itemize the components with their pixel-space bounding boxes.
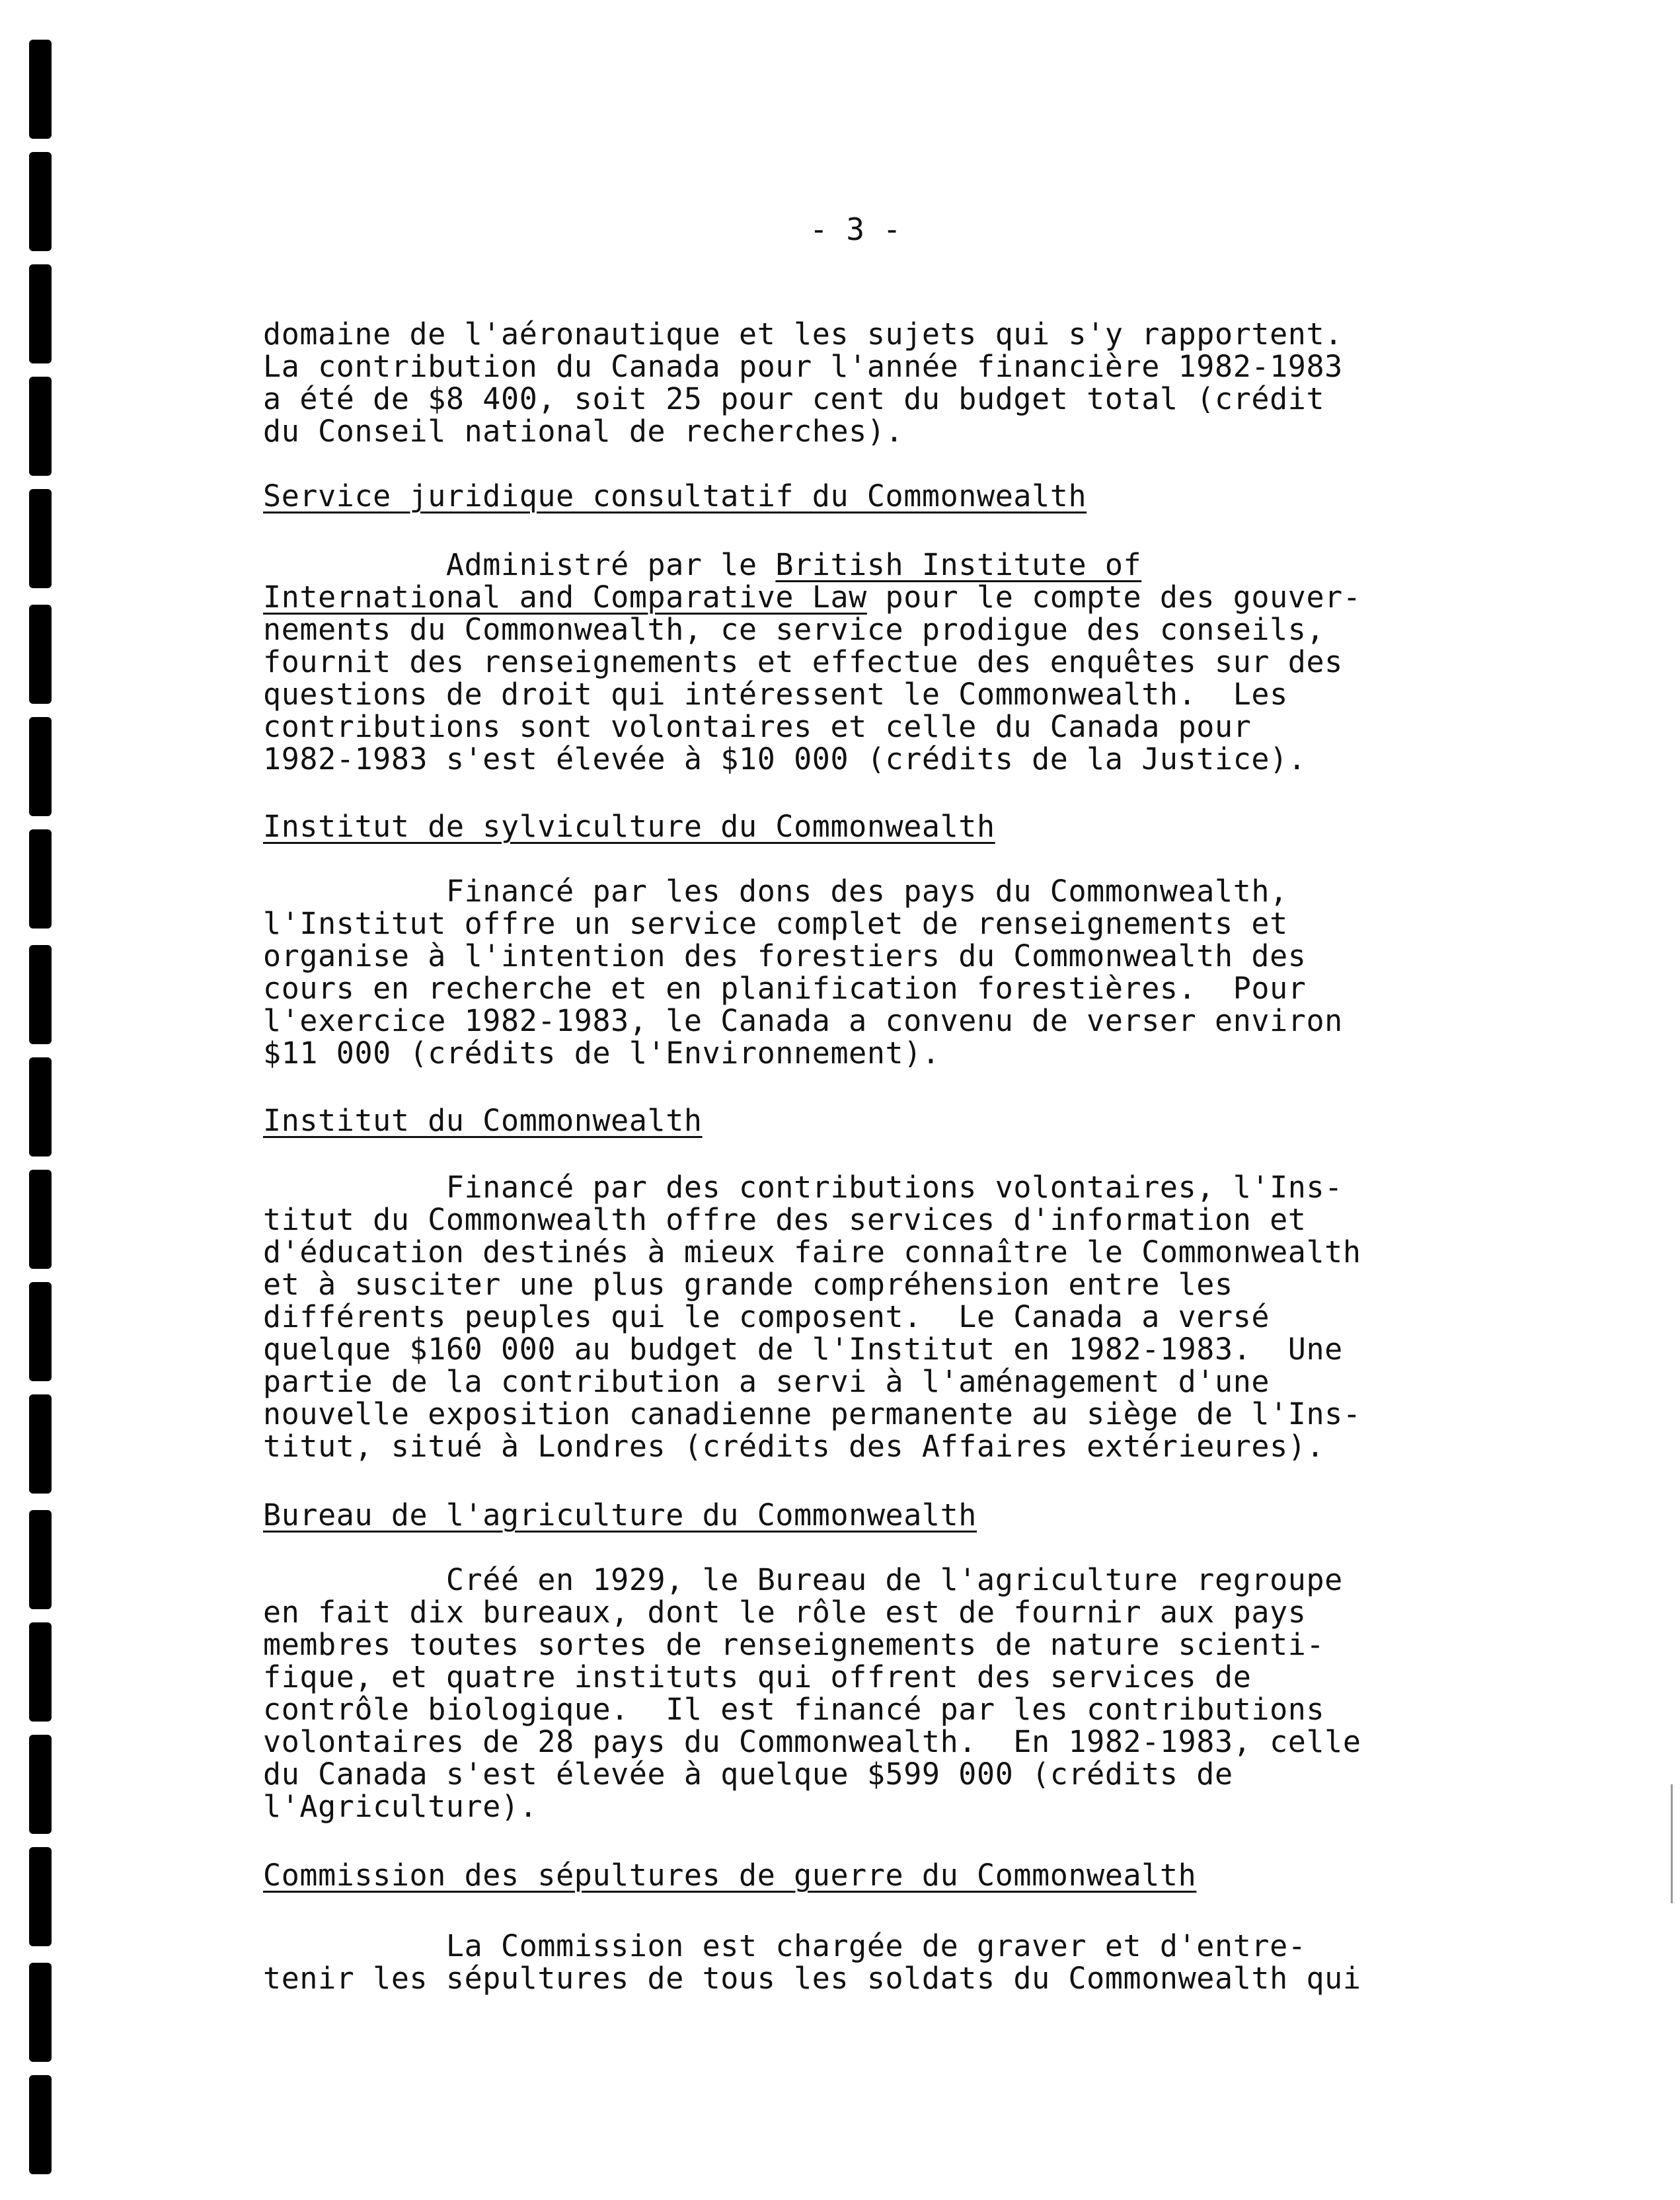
paragraph-line: La Commission est chargée de graver et d'entre- <box>263 1928 1307 1963</box>
paragraph-line: titut, situé à Londres (crédits des Affaires extérieures). <box>263 1429 1325 1464</box>
paragraph-line: du Conseil national de recherches). <box>263 414 904 449</box>
paragraph-line <box>263 580 1361 615</box>
paragraph-line: fique, et quatre instituts qui offrent des services de <box>263 1659 1252 1694</box>
paragraph-line: et à susciter une plus grande compréhension entre les <box>263 1267 1233 1302</box>
binding-hole <box>29 1170 52 1269</box>
binding-hole <box>29 1735 52 1834</box>
paragraph-line: organise à l'intention des forestiers du Commonwealth des <box>263 938 1307 973</box>
binding-hole <box>29 152 52 251</box>
binding-hole <box>29 1622 52 1722</box>
binding-hole <box>29 1057 52 1157</box>
binding-hole <box>29 1394 52 1494</box>
binding-hole <box>29 264 52 363</box>
section-heading: Institut de sylviculture du Commonwealth <box>263 809 995 844</box>
paragraph-line: volontaires de 28 pays du Commonwealth. En 1982-1983, celle <box>263 1724 1361 1759</box>
paragraph-line: nements du Commonwealth, ce service prodigue des conseils, <box>263 612 1325 647</box>
paragraph-line: cours en recherche et en planification forestières. Pour <box>263 971 1307 1006</box>
section-heading: Bureau de l'agriculture du Commonwealth <box>263 1498 977 1533</box>
paragraph-line: l'exercice 1982-1983, le Canada a convenu de verser environ <box>263 1003 1343 1038</box>
paragraph-line: nouvelle exposition canadienne permanente au siège de l'Ins- <box>263 1396 1361 1431</box>
paragraph-line: contrôle biologique. Il est financé par les contributions <box>263 1692 1325 1727</box>
text-run: Administré par le <box>263 547 776 582</box>
paragraph-line: $11 000 (crédits de l'Environnement). <box>263 1036 940 1071</box>
paragraph-line: 1982-1983 s'est élevée à $10 000 (crédits de la Justice). <box>263 741 1307 777</box>
binding-hole-strip <box>0 0 66 2200</box>
binding-hole <box>29 605 52 704</box>
scan-edge-mark <box>1671 1784 1673 1903</box>
binding-hole <box>29 1510 52 1609</box>
paragraph-line: Financé par des contributions volontaires, l'Ins- <box>263 1170 1343 1205</box>
paragraph-line <box>263 547 1142 582</box>
binding-hole <box>29 829 52 929</box>
paragraph-line: l'Institut offre un service complet de renseignements et <box>263 906 1288 941</box>
text-run: pour le compte des gouver- <box>866 580 1361 615</box>
binding-hole <box>29 489 52 588</box>
paragraph-line: en fait dix bureaux, dont le rôle est de fournir aux pays <box>263 1595 1307 1630</box>
binding-hole <box>29 2075 52 2174</box>
paragraph-line: l'Agriculture). <box>263 1789 538 1824</box>
paragraph-line: tenir les sépultures de tous les soldats du Commonwealth qui <box>263 1961 1361 1996</box>
paragraph-line: du Canada s'est élevée à quelque $599 000 (crédits de <box>263 1757 1233 1792</box>
paragraph-line: Financé par les dons des pays du Commonwealth, <box>263 874 1288 909</box>
section-heading: Institut du Commonwealth <box>263 1103 703 1138</box>
binding-hole <box>29 377 52 476</box>
binding-hole <box>29 1963 52 2062</box>
paragraph-line: membres toutes sortes de renseignements de nature scienti- <box>263 1627 1325 1662</box>
section-heading: Commission des sépultures de guerre du Commonwealth <box>263 1858 1197 1893</box>
underlined-institution-name: British Institute of <box>775 547 1142 582</box>
paragraph-line: contributions sont volontaires et celle du Canada pour <box>263 709 1252 744</box>
binding-hole <box>29 717 52 816</box>
paragraph-line: domaine de l'aéronautique et les sujets qui s'y rapportent. <box>263 317 1343 352</box>
paragraph-line: partie de la contribution a servi à l'aménagement d'une <box>263 1364 1270 1399</box>
paragraph-line: quelque $160 000 au budget de l'Institut en 1982-1983. Une <box>263 1332 1343 1367</box>
paragraph-line: d'éducation destinés à mieux faire connaître le Commonwealth <box>263 1234 1361 1270</box>
paragraph-line: a été de $8 400, soit 25 pour cent du budget total (crédit <box>263 381 1325 416</box>
paragraph-line: La contribution du Canada pour l'année financière 1982-1983 <box>263 349 1343 384</box>
paragraph-line: différents peuples qui le composent. Le Canada a versé <box>263 1299 1270 1334</box>
paragraph-line: titut du Commonwealth offre des services d'information et <box>263 1202 1307 1237</box>
section-heading: Service juridique consultatif du Commonwealth <box>263 478 1087 513</box>
binding-hole <box>29 1847 52 1946</box>
binding-hole <box>29 1282 52 1381</box>
underlined-institution-name: International and Comparative Law <box>263 580 867 615</box>
binding-hole <box>29 40 52 139</box>
paragraph-line: Créé en 1929, le Bureau de l'agriculture regroupe <box>263 1562 1343 1597</box>
paragraph-line: fournit des renseignements et effectue des enquêtes sur des <box>263 644 1343 679</box>
paragraph-line: questions de droit qui intéressent le Commonwealth. Les <box>263 677 1288 712</box>
page-number: - 3 - <box>810 211 901 247</box>
binding-hole <box>29 945 52 1044</box>
